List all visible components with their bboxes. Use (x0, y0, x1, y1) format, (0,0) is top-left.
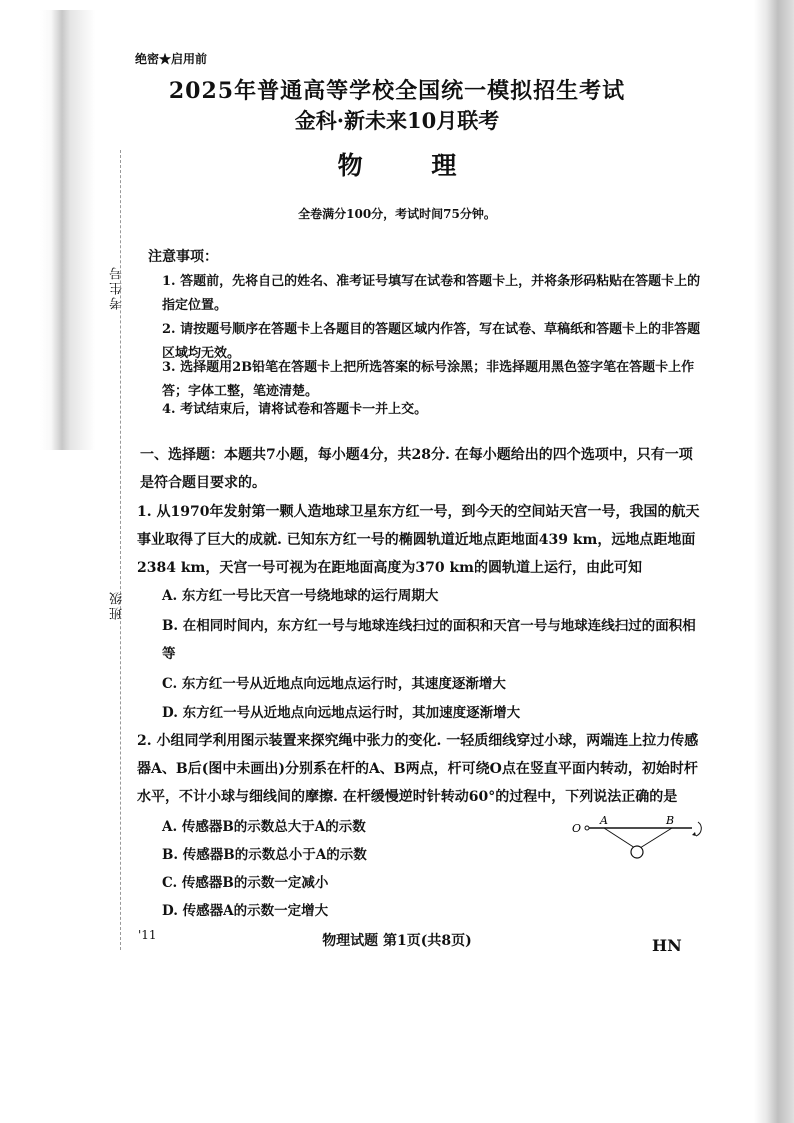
side-label-exam-no: 考生号 (110, 265, 125, 310)
note-item: 1. 答题前，先将自己的姓名、准考证号填写在试卷和答题卡上，并将条形码粘贴在答题卡上的指定位置。 (162, 274, 701, 313)
section-heading: 一、选择题：本题共7小题，每小题4分，共28分. 在每小题给出的四个选项中，只有一项是符合题目要求的。 (140, 447, 693, 491)
question-2-option-c: C. 传感器B的示数一定减小 (162, 875, 329, 891)
exam-subtitle: 金科·新未来10月联考 (294, 108, 500, 133)
question-1-option-c: C. 东方红一号从近地点向远地点运行时，其速度逐渐增大 (162, 676, 506, 692)
full-score-note: 全卷满分100分，考试时间75分钟。 (298, 207, 496, 221)
page-footer: 物理试题 第1页(共8页) (322, 933, 472, 949)
region-code: HN (652, 936, 682, 955)
side-label-class: 班级 (110, 590, 125, 620)
question-1-option-a: A. 东方红一号比天宫一号绕地球的运行周期大 (162, 588, 439, 604)
question-1-option-d: D. 东方红一号从近地点向远地点运行时，其加速度逐渐增大 (162, 705, 521, 721)
diagram-label-o: O (572, 822, 582, 835)
rotation-arrowhead-icon (692, 832, 696, 836)
note-item: 4. 考试结束后，请将试卷和答题卡一并上交。 (162, 402, 428, 417)
note-item: 3. 选择题用2B铅笔在答题卡上把所选答案的标号涂黑；非选择题用黑色签字笔在答题卡上作答；字体工整，笔迹清楚。 (162, 360, 695, 399)
note-item: 2. 请按题号顺序在答题卡上各题目的答题区域内作答，写在试卷、草稿纸和答题卡上的非答题区域均无效。 (162, 322, 701, 361)
secret-label: 绝密★启用前 (135, 52, 208, 66)
notes-heading: 注意事项： (148, 249, 218, 265)
subject-title: 物 理 (337, 151, 487, 180)
question-1-option-b: B. 在相同时间内，东方红一号与地球连线扫过的面积和天宫一号与地球连线扫过的面积相等 (162, 618, 696, 662)
ball (631, 846, 643, 858)
question-2-option-d: D. 传感器A的示数一定增大 (162, 903, 329, 919)
rotation-arrow-icon (696, 822, 701, 836)
string-left (604, 828, 635, 848)
question-1-stem: 1. 从1970年发射第一颗人造地球卫星东方红一号，到今天的空间站天宫一号，我国的航天事业取得了巨大的成就. 已知东方红一号的椭圆轨道近地点距地面439 km，远地点距地面2384 km，天宫一号可视为在距地面高度为370 km的圆轨道上运行，由此可知 (137, 504, 700, 576)
diagram-label-a: A (600, 814, 608, 827)
exam-title: 2025年普通高等学校全国统一模拟招生考试 (168, 78, 626, 104)
footer-mark: '11 (138, 928, 157, 942)
question-2-option-a: A. 传感器B的示数总大于A的示数 (162, 819, 366, 835)
rod-ball-diagram (570, 812, 710, 867)
diagram-label-b: B (666, 814, 675, 827)
question-2-option-b: B. 传感器B的示数总小于A的示数 (162, 847, 367, 863)
string-right (640, 828, 672, 848)
question-2-stem: 2. 小组同学利用图示装置来探究绳中张力的变化. 一轻质细线穿过小球，两端连上拉力传感器A、B后(图中未画出)分别系在杆的A、B两点，杆可绕O点在竖直平面内转动，初始时杆水平，不计小球与细线间的摩擦. 在杆缓慢逆时针转动60°的过程中，下列说法正确的是 (137, 733, 699, 805)
pivot-o (585, 826, 589, 830)
